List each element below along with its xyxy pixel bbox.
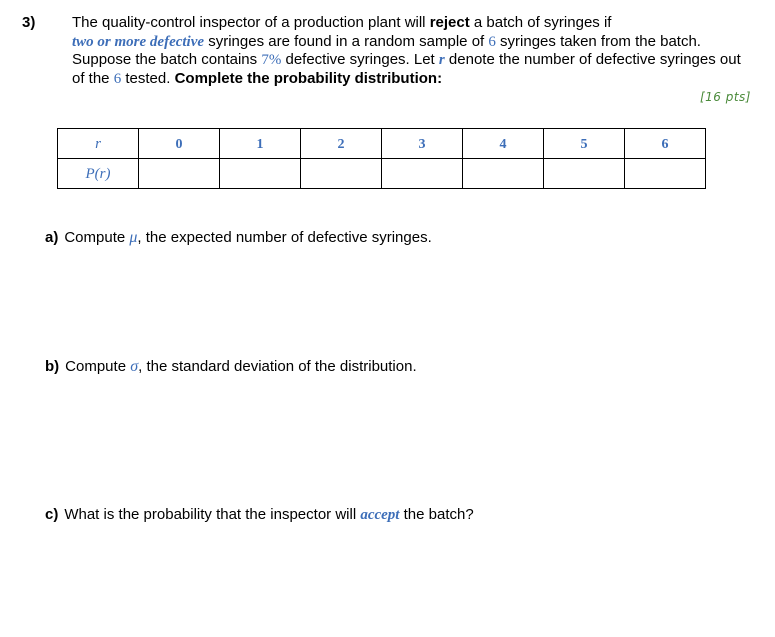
text-5: defective syringes. Let xyxy=(281,51,439,68)
r-value: 2 xyxy=(337,136,345,152)
table-row-pr xyxy=(58,159,706,189)
probability-distribution-table xyxy=(57,128,706,189)
pr-cell-3[interactable] xyxy=(382,159,463,189)
pr-cell-0[interactable] xyxy=(139,159,220,189)
r-value: 1 xyxy=(256,136,264,152)
r-cell-3 xyxy=(382,129,463,159)
defect-percent: 7% xyxy=(261,52,282,68)
sigma-symbol: σ xyxy=(130,358,139,375)
question-b-post: , the standard deviation of the distribution. xyxy=(138,358,417,375)
text-2: a batch of syringes if xyxy=(469,14,612,31)
r-cell-0 xyxy=(139,129,220,159)
text-4: syringes taken from the batch. Suppose the batch contains xyxy=(72,32,701,68)
table-row-r xyxy=(58,129,706,159)
sample-size: 6 xyxy=(488,33,496,50)
question-c-pre: What is the probability that the inspector will xyxy=(64,506,361,523)
text-6: denote the number of defective syringes out of the xyxy=(72,51,741,87)
row-label-r xyxy=(58,129,139,159)
question-b-pre: Compute xyxy=(65,358,131,375)
r-value: 3 xyxy=(418,136,426,152)
accept-word: accept xyxy=(360,507,400,523)
r-label: r xyxy=(95,135,101,152)
question-b-label: b) xyxy=(45,358,60,375)
complete-instruction: Complete the probability distribution xyxy=(174,69,438,87)
two-or-more-phrase: two or more defective xyxy=(72,33,205,50)
r-cell-5 xyxy=(544,129,625,159)
row-label-pr xyxy=(58,159,139,189)
text-7: tested. xyxy=(121,69,175,87)
r-cell-4 xyxy=(463,129,544,159)
r-value: 0 xyxy=(175,136,183,152)
variable-r: r xyxy=(438,52,445,68)
problem-statement xyxy=(72,14,742,88)
question-b xyxy=(45,358,417,376)
question-a xyxy=(45,229,432,247)
r-value: 4 xyxy=(499,136,507,152)
text-1: The quality-control inspector of a production plant will xyxy=(72,14,430,31)
r-value: 5 xyxy=(580,136,588,152)
question-c-label: c) xyxy=(45,506,59,523)
question-number: 3) xyxy=(22,14,36,31)
mu-symbol: μ xyxy=(129,229,138,246)
r-cell-6 xyxy=(625,129,706,159)
question-c xyxy=(45,506,474,524)
r-cell-2 xyxy=(301,129,382,159)
r-value: 6 xyxy=(661,136,669,152)
colon: : xyxy=(437,69,443,87)
text-3: syringes are found in a random sample of xyxy=(204,32,489,50)
question-a-post: , the expected number of defective syringes. xyxy=(137,229,432,246)
sample-size-2: 6 xyxy=(113,70,122,87)
pr-label: P(r) xyxy=(85,165,111,182)
r-cell-1 xyxy=(220,129,301,159)
pr-cell-5[interactable] xyxy=(544,159,625,189)
question-c-post: the batch? xyxy=(399,506,474,523)
points-annotation: [16 pts] xyxy=(699,90,751,104)
question-a-label: a) xyxy=(45,229,59,246)
pr-cell-1[interactable] xyxy=(220,159,301,189)
reject-word: reject xyxy=(429,14,470,31)
pr-cell-4[interactable] xyxy=(463,159,544,189)
question-a-pre: Compute xyxy=(64,229,130,246)
pr-cell-2[interactable] xyxy=(301,159,382,189)
pr-cell-6[interactable] xyxy=(625,159,706,189)
